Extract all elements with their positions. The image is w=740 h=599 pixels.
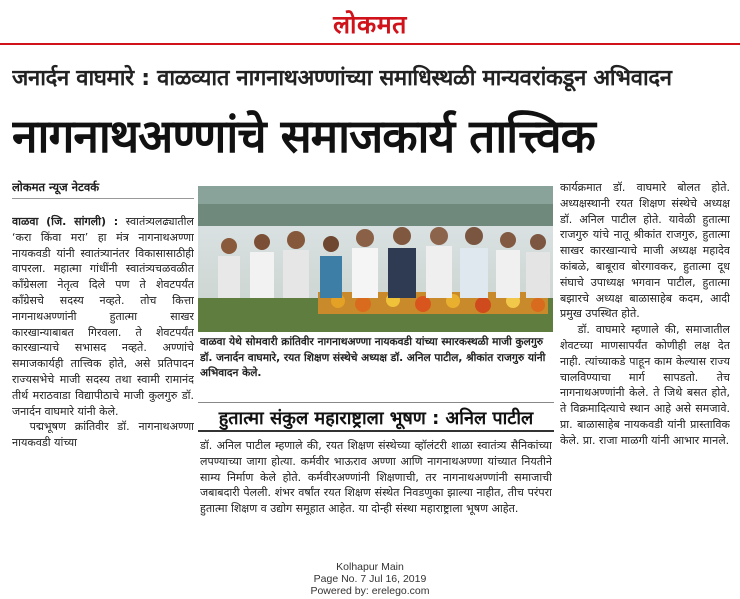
footer-edition: Kolhapur Main xyxy=(336,561,404,573)
article-headline: नागनाथअण्णांचे समाजकार्य तात्त्विक xyxy=(12,109,595,163)
article-kicker: जनार्दन वाघमारे : वाळव्यात नागनाथअण्णांच्या समाधिस्थळी मान्यवरांकडून अभिवादन xyxy=(12,66,672,91)
footer-page-date: Page No. 7 Jul 16, 2019 xyxy=(313,573,427,585)
left-paragraph-1-text: स्वातंत्र्यलढ्यातील ‘करा किंवा मरा’ हा मंत्र नागनाथअण्णा नायकवडी यांनी स्वातंत्र्यानंतर विकासासाठीही वापरला. महात्मा गांधींनी स्वातंत्र्यचळवळीत काँग्रेसला नेतृत्व दिले पण ते शेवटपर्यंत काँग्रेसचे सदस्य नव्हते. तोच कित्ता नागनाथअण्णांनी हुतात्मा साखर कारखान्याबाबत गिरवला. ते शेवटपर्यंत कारखान्याचे सभासद नव्हते. अण्णांचे समाजकार्यही तात्त्विक होते, असे प्रतिपादन राज्यसभेचे माजी सदस्य तथा स्वामी रामानंद तीर्थ मराठवाडा विद्यापीठाचे माजी कुलगुरु डॉ. जनार्दन वाघमारे यांनी केले. xyxy=(12,215,194,418)
subhead: हुतात्मा संकुल महाराष्ट्राला भूषण : अनिल पाटील xyxy=(198,402,554,432)
mid-column-text xyxy=(200,438,552,546)
masthead xyxy=(0,8,740,42)
left-paragraph-2: पद्मभूषण क्रांतिवीर डॉ. नागनाथअण्णा नायकवडी यांच्या xyxy=(12,420,194,450)
mid-column-paragraph: डॉ. अनिल पाटील म्हणाले की, रयत शिक्षण संस्थेच्या व्हॉलंटरी शाळा स्वातंत्र्य सैनिकांच्या लपण्याच्या जागा होत्या. कर्मवीर भाऊराव अण्णा आणि नागनाथअण्णा यांच्यात नियतीने साम्य निर्माण केले होते. कर्मवीरअण्णांनी शिक्षणाची, तर नागनाथअण्णांनी समाजाची जबाबदारी पेलली. शंभर वर्षांत रयत शिक्षण संस्थेत निवडणुका झाल्या नाहीत, तीच परंपरा हुतात्मा शिक्षण व उद्योग समूहात आहेत. या दोन्ही संस्था महाराष्ट्राला भूषण आहेत. xyxy=(200,439,552,516)
dateline: वाळवा (जि. सांगली) : xyxy=(12,215,119,228)
right-column xyxy=(560,180,730,546)
memorial-tribute-photo xyxy=(198,186,553,332)
left-column xyxy=(12,214,194,546)
photo-illustration xyxy=(198,186,553,332)
left-paragraph-1 xyxy=(12,214,194,419)
right-paragraph-1: कार्यक्रमात डॉ. वाघमारे बोलत होते. अध्यक्षस्थानी रयत शिक्षण संस्थेचे अध्यक्ष डॉ. अनिल पाटील होते. यावेळी हुतात्मा राजगुरु यांचे नातू श्रीकांत राजगुरु, हुतात्मा साखर कारखान्याचे माजी अध्यक्ष महादेव कांबळे, बाबूराव बोरगावकर, हुतात्मा दूध संघाचे उपाध्यक्ष भगवान पाटील, हुतात्मा बझारचे अध्यक्ष बाळासाहेब कदम, आदी प्रमुख उपस्थित होते. xyxy=(560,181,730,321)
left-column-fade xyxy=(12,536,194,546)
masthead-rule xyxy=(0,43,740,45)
photo-caption: वाळवा येथे सोमवारी क्रांतिवीर नागनाथअण्णा नायकवडी यांच्या स्मारकस्थळी माजी कुलगुरु डॉ. जनार्दन वाघमारे, रयत शिक्षण संस्थेचे अध्यक्ष डॉ. अनिल पाटील, श्रीकांत राजगुरु यांनी अभिवादन केले. xyxy=(200,336,546,379)
byline: लोकमत न्यूज नेटवर्क xyxy=(12,180,194,199)
page-footer xyxy=(0,561,740,597)
footer-powered-by: Powered by: erelego.com xyxy=(310,585,430,597)
lokmat-logo: लोकमत xyxy=(333,10,407,39)
right-paragraph-2: डॉ. वाघमारे म्हणाले की, समाजातील शेवटच्या माणसापर्यंत कोणीही लक्ष देत नाही. त्यांच्याकडे पाहून काम केल्यास राज्य चालविण्याचा मार्ग सापडतो. तेच नागनाथअण्णांनी केले. ते जिथे बसत होते, ते विक्रमादित्याचे स्थान आहे असे समजावे. प्रा. बाळासाहेब नायकवडी यांनी प्रास्ताविक केले. प्रा. राजा माळगी यांनी आभार मानले. xyxy=(560,323,730,447)
mid-column-fade xyxy=(200,536,552,546)
